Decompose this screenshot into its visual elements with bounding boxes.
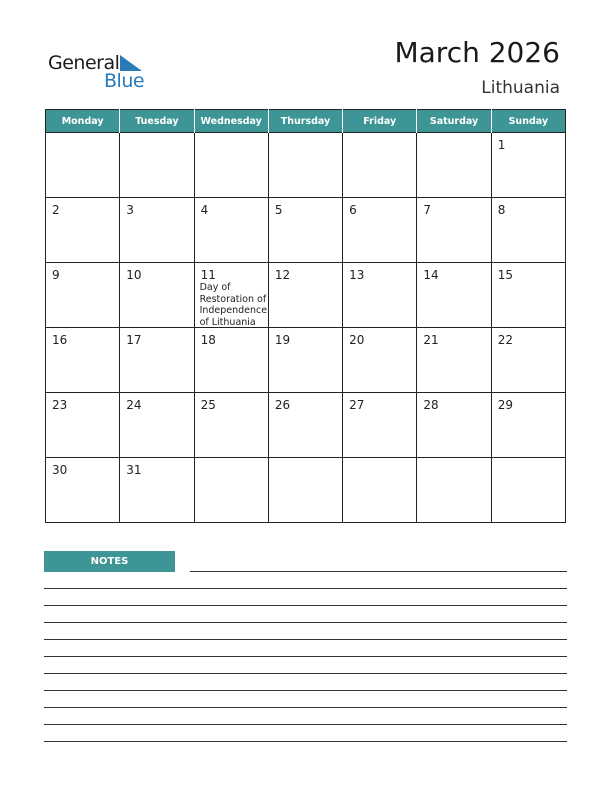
calendar-grid <box>45 109 566 523</box>
holiday-event: Day of Restoration of Independence of Lithuania <box>199 282 268 326</box>
day-number: 14 <box>423 268 439 282</box>
day-cell <box>120 198 194 263</box>
day-number: 1 <box>497 138 506 152</box>
day-number: 5 <box>274 203 283 217</box>
day-cell <box>491 458 565 523</box>
day-number: 13 <box>349 268 365 282</box>
day-cell <box>417 458 491 523</box>
day-number: 25 <box>200 398 216 412</box>
week-row <box>46 198 566 263</box>
note-line <box>44 673 567 674</box>
day-cell <box>268 263 342 328</box>
day-number: 16 <box>52 333 68 347</box>
day-cell <box>120 393 194 458</box>
day-cell <box>194 133 268 198</box>
day-cell <box>343 198 417 263</box>
day-cell <box>417 263 491 328</box>
day-cell <box>491 198 565 263</box>
day-cell <box>120 328 194 393</box>
day-number: 23 <box>52 398 68 412</box>
day-number: 15 <box>497 268 513 282</box>
logo <box>48 52 158 92</box>
week-row <box>46 263 566 328</box>
day-cell <box>343 458 417 523</box>
day-cell <box>491 263 565 328</box>
weekday-header: Tuesday <box>120 110 194 133</box>
note-line <box>44 724 567 725</box>
weekday-header: Wednesday <box>194 110 268 133</box>
day-cell <box>268 458 342 523</box>
calendar-title: March 2026 <box>394 36 560 69</box>
note-line <box>190 571 567 572</box>
day-number: 8 <box>497 203 506 217</box>
day-cell <box>491 133 565 198</box>
note-line <box>44 656 567 657</box>
weekday-header: Saturday <box>417 110 491 133</box>
note-line <box>44 605 567 606</box>
week-row <box>46 328 566 393</box>
day-cell <box>343 393 417 458</box>
day-cell <box>491 393 565 458</box>
day-cell <box>120 263 194 328</box>
day-number: 10 <box>126 268 142 282</box>
day-cell <box>46 133 120 198</box>
day-number: 28 <box>423 398 439 412</box>
day-cell <box>491 328 565 393</box>
note-line <box>44 741 567 742</box>
day-cell <box>268 133 342 198</box>
day-cell <box>417 393 491 458</box>
day-number: 11 <box>200 268 216 282</box>
day-cell <box>46 393 120 458</box>
day-number: 30 <box>52 463 68 477</box>
day-number: 9 <box>52 268 60 282</box>
logo-general-text: General <box>48 52 120 74</box>
notes-label: NOTES <box>44 551 175 572</box>
day-number: 17 <box>126 333 142 347</box>
day-number: 3 <box>126 203 134 217</box>
day-cell <box>268 328 342 393</box>
day-cell <box>268 393 342 458</box>
day-cell <box>417 133 491 198</box>
weekday-header: Sunday <box>491 110 565 133</box>
day-number: 22 <box>497 333 513 347</box>
day-number: 21 <box>423 333 439 347</box>
day-number: 29 <box>497 398 513 412</box>
day-number: 31 <box>126 463 142 477</box>
week-row <box>46 393 566 458</box>
weekday-header-row <box>46 110 566 133</box>
note-line <box>44 622 567 623</box>
day-number: 6 <box>349 203 357 217</box>
day-cell <box>417 328 491 393</box>
note-line <box>44 588 567 589</box>
day-number: 18 <box>200 333 216 347</box>
day-cell <box>46 328 120 393</box>
day-number: 12 <box>274 268 291 282</box>
day-cell <box>46 198 120 263</box>
day-number: 24 <box>126 398 142 412</box>
day-number: 20 <box>349 333 365 347</box>
weekday-header: Friday <box>343 110 417 133</box>
day-cell <box>268 198 342 263</box>
day-cell <box>343 263 417 328</box>
day-number: 27 <box>349 398 365 412</box>
day-number: 7 <box>423 203 432 217</box>
weekday-header: Monday <box>46 110 120 133</box>
day-cell <box>120 458 194 523</box>
day-number: 19 <box>274 333 291 347</box>
day-cell <box>46 458 120 523</box>
day-cell <box>194 328 268 393</box>
day-cell <box>343 328 417 393</box>
logo-blue-text: Blue <box>104 70 145 92</box>
day-cell <box>194 263 268 328</box>
note-line <box>44 707 567 708</box>
week-row <box>46 458 566 523</box>
day-number: 4 <box>200 203 209 217</box>
day-cell <box>46 263 120 328</box>
week-row <box>46 133 566 198</box>
day-cell <box>194 393 268 458</box>
day-cell <box>417 198 491 263</box>
day-number: 2 <box>52 203 60 217</box>
note-line <box>44 639 567 640</box>
day-cell <box>120 133 194 198</box>
day-cell <box>343 133 417 198</box>
country-name: Lithuania <box>481 78 560 98</box>
day-cell <box>194 458 268 523</box>
weekday-header: Thursday <box>268 110 342 133</box>
note-line <box>44 690 567 691</box>
day-cell <box>194 198 268 263</box>
day-number: 26 <box>274 398 291 412</box>
